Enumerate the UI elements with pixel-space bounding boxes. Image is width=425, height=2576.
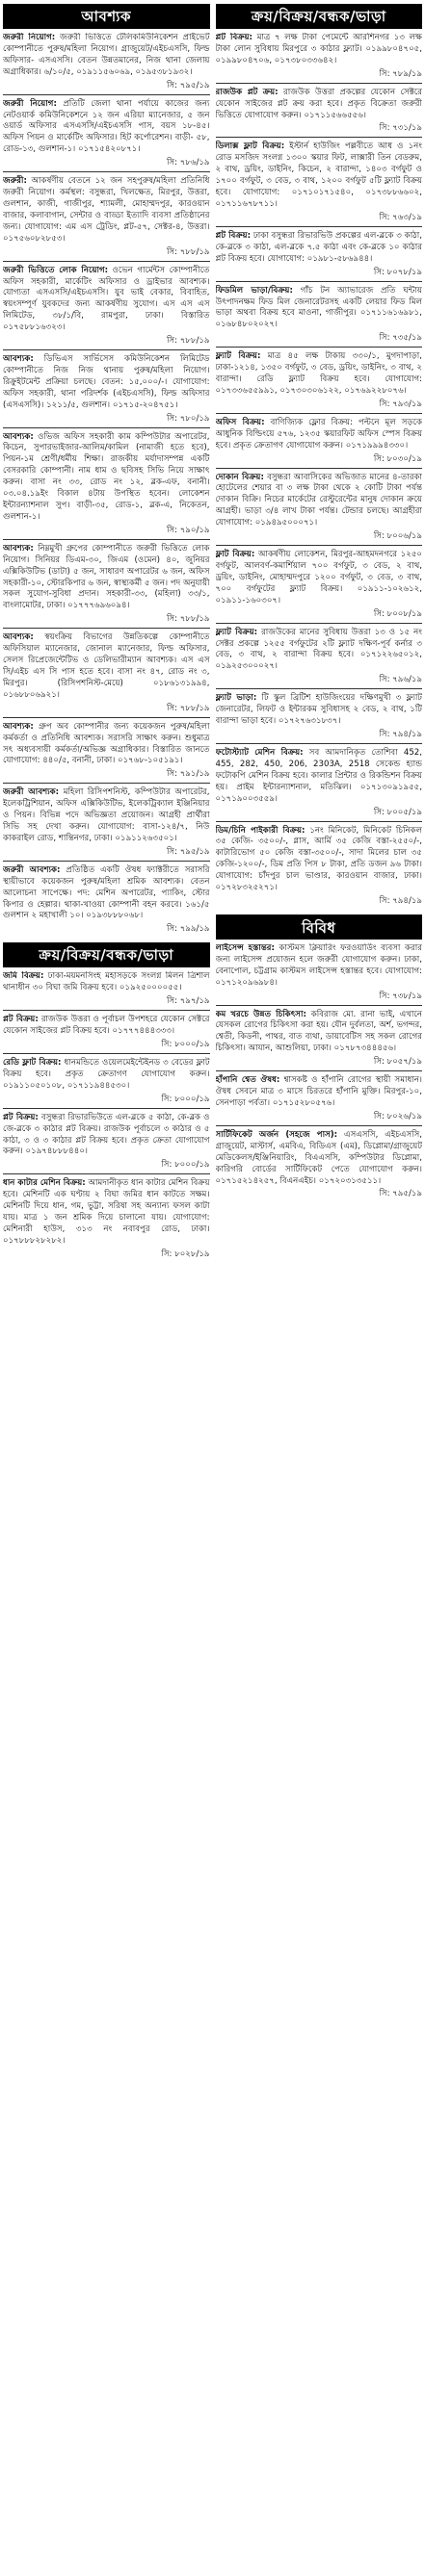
ads-list [3, 33, 210, 935]
ad-code: সি: ৮০৩০/১৯ [373, 453, 422, 464]
ad-body: এসএসসি, এইচএসসি, গ্রাজুয়েট, মাস্টার্স, এমবিএ, বিডিএস (এম), ডিপ্লোমা/গ্রাজুয়েট মেডিকেলস/ইঞ্জিনিয়ারিং, বিএএসসি, কম্পিউটার ডিপ্লোমা, কারিগরি বোর্ডের সার্টিফিকেট পেতে যোগাযোগ করুন। ০১৭১৫২১৪২৫৭, বিএনএইচ। ০১৭২০৩১৩৫১১। [215, 1129, 422, 1186]
classified-ad [3, 354, 210, 432]
classified-ad [216, 1010, 423, 1076]
ad-body: প্রতিটি জেলা থানা পর্যায়ে কাজের জন্য নেটওয়ার্ক কমিউনিকেশনে ১২ জন এরিয়া ম্যানেজার, ৫ জন ওয়ার্ড অফিসার এসএসসি/এইচএসসি পাস, বয়স ১৮-৪৫। অফিস পিয়ন ও মার্কেটিং অফিসার। হিট কর্পোরেশন। বাড়ী- ৫৮, রোড-১৩, গুলশান-১। ০১৭১৫৪২০৮৭১। [3, 98, 210, 155]
ad-code: সি: ৭৮৮/১৯ [166, 336, 210, 347]
classified-ad [3, 865, 210, 936]
ad-title: আবশ্যক: [3, 354, 34, 365]
ad-divider [216, 1070, 423, 1071]
ad-code: সি: ৭৯৩/১৯ [379, 399, 422, 409]
ad-body: বসুন্ধরা আবাসিকের অভিজাত মানের ৪-তারকা হোটেলের শেয়ার বা ৩ লক্ষ টাকা থেকে ২ কোটি টাকা পর্যন্ত দোকান বিক্রি। নিচের মার্কেটের রেস্টুরেন্টের মানুষ দোকান ক্রয়ে আগ্রহী। ভাড়া ৩/৪ লাখ টাকা পর্যন্ত। টেন্ডার চলছে। আগ্রহীরা যোগাযোগ: ০১৯৪৯৫০০০৭১। [215, 472, 422, 528]
classified-ad [216, 1130, 423, 1200]
ad-body: ধানমন্ডিতে ওয়েলমেইন্টেইনড ৩ বেডের ফ্লাট বিক্রয় হবে। প্রকৃত ক্রেতাগণ যোগাযোগ করুন। ০১৯১১০৫০১০৮, ০১৭১১৯৪৪৫৩০। [3, 1058, 210, 1091]
ad-title: জরুরী ভিত্তিতে লোক নিয়োগ: [3, 265, 109, 275]
classified-ad [3, 544, 210, 632]
ad-code: সি: ৭৯০/১৯ [166, 525, 210, 535]
ad-code: সি: ৮০৫৭/১৯ [373, 1057, 422, 1068]
ad-title: জমি বিক্রয়: [3, 971, 44, 982]
classified-ad [3, 1015, 210, 1058]
ad-title: অফিস বিক্রয়: [215, 417, 265, 427]
ad-body: কাস্টমস ক্লিয়ারিং ফরওয়ার্ডিং ব্যবসা করার জন্য লাইসেন্স প্রয়োজন হলে জরুরী যোগাযোগ করুন। ঢাকা, বেনাপোল, চট্টগ্রাম কাস্টমস লাইসেন্স হস্তান্তর হবে। যোগাযোগ: ০১৭১২০৯৬৯৮৪। [215, 942, 422, 988]
ad-divider [216, 281, 423, 282]
classified-ad [216, 231, 423, 286]
ad-divider [3, 1010, 210, 1011]
ad-code: সি: ৮০২৬/১৯ [373, 1111, 422, 1121]
ad-divider [3, 1053, 210, 1054]
ad-title: ফটোস্ট্যাট মেশিন বিক্রয়: [215, 747, 304, 758]
ad-divider [216, 468, 423, 469]
ad-body: প্রতিষ্ঠিত একটি ঔষধ ফ্যাক্টরীতে সরাসরি স্থায়ীভাবে কয়েকজন পুরুষ/মহিলা শ্রমিক আবশ্যক। বেতন আলোচনা সাপেক্ষে। পদ: মেশিন অপারেটর, প্যাকিং, স্টোর কিপার ও হেল্পার। থাকা-খাওয়া কোম্পানী বহন করবে। ১৬১/৫ গুলশান ২ মহাখালী ১০। ০১৯৩৮৮৮০৬৮। [3, 864, 210, 921]
ad-divider [216, 743, 423, 744]
ad-body: আমদানীকৃত ধান কাটার মেশিন বিক্রয় হবে। মেশিনটি এক ঘণ্টায় ২ বিঘা জমির ধান কাটতে সক্ষম। মেশিনটি দিয়ে ধান, গম, ভুট্টা, সরিষা সহ অন্যান্য ফসল কাটা যায়। মাত্র ১ জন শ্রমিক দিয়ে চালানো যায়। যোগাযোগ: মেশিনারী হাউস, ৩১৩ নং নবাবপুর রোড, ঢাকা। ০১৭৮৮৮২৮২৮২। [3, 1178, 210, 1246]
ad-code: সি: ৭৩১/১৯ [379, 123, 422, 134]
ad-code: সি: ৮০০৫/১৯ [373, 807, 422, 817]
ad-title: জরুরী নিয়োগ: [3, 33, 56, 42]
classified-ad [216, 142, 423, 230]
section-header-kroy-bikroy: ক্রয়/বিক্রয়/বন্ধক/ভাড়া [3, 942, 210, 967]
ad-title: ফিডমিল ভাড়া/বিক্রয়: [215, 285, 293, 296]
ad-title: দোকান বিক্রয়: [215, 472, 264, 482]
ad-title: ফ্লাট বিক্রয়: [215, 550, 255, 560]
ad-body: সব আমদানিকৃত তোশিবা 452, 455, 282, 450, 206, 2303A, 2518 সেকেন্ড হ্যান্ড ফটোকপি মেশিন বিক্রয় হবে। কালার প্রিন্টার ও রিকন্ডিশন বিক্রয় হয়। প্রাইম ইন্টারন্যাশনাল, মতিঝিল। ০১৭১৩০৯১৯৫৫, ০১৭১৯০০৩৫৫৯। [215, 747, 422, 804]
ad-title: ফ্ল্যাট বিক্রয়: [215, 627, 258, 637]
ad-divider [3, 94, 210, 95]
ad-code: সি: ৭৮০/১৯ [166, 413, 210, 424]
ad-code: সি: ৭৯৫/১৯ [166, 846, 210, 857]
ad-code: সি: ৮০০৬/১৯ [373, 531, 422, 542]
ad-divider [216, 623, 423, 624]
classified-ad [216, 286, 423, 352]
ad-body: আকর্ষণীয় বেতনে ১২ জন সহপুরুষ/মহিলা প্রতিনিধি জরুরী নিয়োগ। কর্মস্থল: বসুন্ধরা, খিলক্ষেত, মিরপুর, উত্তরা, গুলশান, কাজী, গাজীপুর, শ্যামলী, মোহাম্মদপুর, কারওয়ান বাজার, কলাবাগান, সেন্টার ও বাড্ডা ইত্যাদি ব্যবসা প্রতিষ্ঠানের জন্য। যোগাযোগ: এম এস ট্রেডিং, প্লট-৫৭, সেক্টর-৪, উত্তরা। ০১৭৫৬০৮২৮৫৩। [3, 176, 210, 244]
ad-divider [3, 783, 210, 784]
ad-title: প্লট বিক্রয়: [215, 33, 252, 42]
ad-divider [3, 539, 210, 540]
ad-code: সি: ৭৮৯/১৯ [379, 68, 422, 79]
section-header-kroy-bikroy: ক্রয়/বিক্রয়/বন্ধক/ভাড়া [216, 4, 423, 29]
ad-title: আবশ্যক: [3, 721, 34, 732]
right-column [216, 4, 423, 2572]
ad-body: স্বয়ংক্রিয় বিভাগের উন্নতিকল্পে কোম্পানীতে অফিসিয়াল ম্যানেজার, জোনাল ম্যানেজার, ফিল্ড অফিসার, সেলস রিপ্রেজেন্টেটিভ ও ডেলিভারীম্যান আবশ্যক। এস এস সি/এইচ এস সি পাস হতে হবে। বাসা নং ৪৭, রোড নং ৩, মিরপুর। (রিসিপশনিস্ট-মেয়ে) ০১৮৬১৩১৯৯৪, ০১৬৮৮০৬৯২১। [3, 632, 210, 700]
ad-title: আবশ্যক: [3, 632, 34, 643]
ad-code: সি: ৭৯৯/১৯ [166, 924, 210, 935]
ad-title: আবশ্যক: [3, 431, 34, 442]
ad-title: কম খরচে উন্নত চিকিৎসা: [215, 1009, 306, 1019]
ad-divider [216, 545, 423, 546]
ad-title: জরুরী আবশ্যক: [3, 864, 61, 875]
ad-body: গ্রুপ অব কোম্পানীর জন্য কয়েকজন পুরুষ/মহিলা কর্মকর্তা ও প্রতিনিধি আবশ্যক। সরাসরি সাক্ষাৎ করুন। শুধুমাত্র সৎ অধ্যবসায়ী কর্মকর্তা/অভিজ্ঞ অগ্রাধিকার। বিস্তারিত জানতে যোগাযোগ: ৪৪০/৫, বনানী, ঢাকা। ০১৭৬৮-১০৫১৯১। [3, 721, 210, 766]
classified-ad [216, 748, 423, 826]
ad-divider [216, 1125, 423, 1126]
ad-title: ডিম/চিনি পাইকারী বিক্রয়: [215, 825, 305, 836]
ad-body: বসুন্ধরা রিভারভিউতে এল-ব্লকে ৫ কাঠা, কে-ব্লক ও জে-ব্লকে ৩ কাঠার প্লট বিক্রয়। রাজউক পূর্বাচলে ৩ কাঠার ও ৫ কাঠা, ৩ ও ৩ কাঠার প্লট বিক্রয় হবে। প্রকৃত ক্রেতা যোগাযোগ করুন। ০১৯৭৪৮৮৮৪৪০। [3, 1112, 210, 1157]
ad-code: সি: ৭৮৮/১৯ [166, 703, 210, 713]
ad-body: ঢাকা-ময়মনসিংহ মহাসড়কে সংলগ্ন মিলন ত্রিশাল থানাধীন ৩০ বিঘা জমি বিক্রয় হবে। ০১৯২৫০০০০৫৫। [3, 971, 210, 993]
ad-divider [3, 349, 210, 350]
classified-ad [3, 632, 210, 721]
ad-code: সি: ৭৮৮/১৯ [166, 246, 210, 257]
section-header-abashyak: আবশ্যক [3, 4, 210, 29]
ad-body: ডিভিএস সার্ভিসেস কমিউনিকেশন লিমিটেড কোম্পানীতে নিজ নিজ থানায় পুরুষ/মহিলা নিয়োগ। রিক্রুইটমেন্ট প্রক্রিয়া চলছে। বেতন: ১৫,০০০/-। যোগাযোগ: অফিস সহকারী, থানা পরিদর্শক (এইচএসসি), ফিল্ড অফিসার (এসএসসি)। ১২১১/৫, গুলশান। ০১৭১৫-২০৪৭৫১। [3, 354, 210, 410]
classified-ad [216, 1075, 423, 1130]
ad-body: গাঁচ টন অ্যাভারেজ প্রতি ঘন্টায় উৎপাদনক্ষম ফিড মিল জেনারেটরসহ একটি লেয়ার ফিড মিল ভাড়া অথবা বিক্রয় হবে মাওনা, গাজীপুর। ০১৭১১৬১৬৯৮১, ০১৬৮৪৮০২০২৭। [215, 285, 422, 330]
ad-code: সি: ৮০০৮/১৯ [373, 608, 422, 619]
ads-list [216, 33, 423, 907]
classified-ad [3, 176, 210, 265]
ad-body: ওভেন গার্মেন্টস কোম্পানীতে অফিস সহকারী, মার্কেটিং অফিসার ও ড্রাইভার আবশ্যক। যোগ্যতা এসএসসি/এইচএসসি। যুব ভাই বেকার, বিবাহিত, স্বয়ংসম্পূর্ণ যুবকদের জন্য আকর্ষণীয় সুযোগ। এস এস এস লিমিটেড, ৩৮/১/বি, রামপুরা, ঢাকা। বিস্তারিত ০১৭৫৮৮১৬৩২৩। [3, 265, 210, 333]
ad-divider [3, 1173, 210, 1174]
ad-divider [3, 717, 210, 718]
ad-divider [216, 83, 423, 84]
classified-ad [216, 418, 423, 473]
ad-body: রাজউক উত্তরা ও পূর্বাচল উপশহরে যেকোন সেক্টরে যেকোন সাইজের প্লট বিক্রয় হবে। ০১৭৭৭৪৪৪৩৩৩। [3, 1015, 210, 1037]
ad-body: ইস্টার্ন হাউজিং পল্লবীতে আধ ও ১নং রোড মসজিদ সংলগ্ন ১৩০০ স্কয়ার ফিট, লাক্সারী তিন বেডরুম, ২ বাথ, ড্রয়িং, ডাইনিং, কিচেন, ২ বারান্দা, ১৪০৩ বর্গফুট ও ১৭০০ বর্গফুট, ৩ বেড, ৩ বাথ, ১২০০ বর্গফুট ৫টি ফ্ল্যাট বিক্রয় হবে। যোগাযোগ: ০১৭১০১৭১৫৪০, ০১৭৩৮৮৬৬০২, ০১৭১১৬৭৮৭১১। [215, 142, 422, 209]
classified-ad [3, 1058, 210, 1113]
ad-code: সি: ৮০০০/১৯ [161, 1160, 210, 1171]
classified-ad [216, 473, 423, 551]
section-gap [216, 907, 423, 914]
ad-divider [216, 226, 423, 227]
ad-body: রাজউক উত্তরা প্রকল্পের যেকোন সেক্টরে যেকোন সাইজের প্লট ক্রয় করা হবে। প্রকৃত বিক্রেতা জরুরী ভিত্তিতে যোগাযোগ করুন। ০১৭১১৫৬৬৫৫৬। [215, 87, 422, 120]
ad-body: ওভিজ অফিস সহকারী কাম কম্পিউটার অপারেটর, কিচেন, সুপারভাইজার-আলিম/কামিল (নামাজী হতে হবে), পিয়ন-১ম শ্রেণী/ধর্মীয় শিক্ষা। রাজকীয় মর্যাদাসম্পন্ন একটি বেসরকারি কোম্পানী। নাম ধাম ও ছবিসহ সিভি নিয়ে সাক্ষাৎ করুন। বাসা নং ৩৩, রোড নং ১২, ব্লক-এফ, বনানী। ০৩.০৪.১৯ইং বিকাল ৪টায় উপস্থিত হবেন। লোকেশন ইন্টারন্যাশনাল সুপ। বাড়ী-৩৫, রোড-১, ব্লক-এ, নিকেতন, গুলশান-১। [3, 431, 210, 522]
ad-title: ফ্ল্যাট বিক্রয়: [215, 351, 261, 362]
classified-ad [216, 826, 423, 907]
ad-code: সি: ৭৩৮/১৯ [379, 991, 422, 1001]
ad-title: প্লট বিক্রয়: [215, 230, 252, 241]
ad-divider [3, 261, 210, 262]
classified-ad [216, 943, 423, 1010]
ad-title: রেডি ফ্লাট বিক্রয়: [3, 1058, 62, 1068]
ad-body: নিম্নমুখী গ্রুপের কোম্পানীতে জরুরী ভিত্তিতে লোক নিয়োগ। সিনিয়র ডিএম-৩০, জিএম (ওমেন) ৪০, জুনিয়র এক্সিকিউটিভ (ডাটা) ৫ জন, সাধারণ অপারেটর ৬ জন, অফিস সহকারী-১০, স্টোরকিপার ৬ জন, স্বাস্থ্যকর্মী ৫ জন। পদ অনুযায়ী সকল সুযোগ-সুবিধা প্রদান। সহকারী-৩৩, (মহিলা) ৩৩/১, বাংলামোটর, ঢাকা। ০১৭৭৭৬৯৬০৯৪। [3, 543, 210, 611]
ad-body: রাজউকের মানের সুবিধায় উত্তরা ১৩ ও ১৫ নং সেক্টর প্রকল্পে ১২৫৫ বর্গফুটের ২টি ফ্ল্যাট দক্ষিণ-পূর্ব কর্নার ৩ বেড, ৩ বাথ, ২ বারান্দা বিক্রয় হবে। ০১৭১২২৬৫০১২, ০১৯২৫৩০০০২৭। [215, 627, 422, 672]
ad-body: ঢাকা বসুন্ধরা রিভারভিউ প্রকল্পের এল-ব্লকে ৩ কাঠা, কে-ব্লকে ৩ কাঠা, এল-ব্লকে ৭.৫ কাঠা এবং কে-ব্লকে ১০ কাঠার প্লট বিক্রয় হবে। যোগাযোগ: ০১৯৮১-৫৮৬৯৪৪। [215, 230, 422, 264]
ad-code: সি: ৭৯৫/১৯ [166, 80, 210, 90]
classified-ad [216, 88, 423, 142]
ad-code: সি: ৭৬৩/১৯ [379, 212, 422, 222]
ad-code: সি: ৭৯৪/১৯ [379, 729, 422, 739]
classified-ad [3, 99, 210, 177]
ad-code: সি: ৭৯৪/১৯ [379, 895, 422, 906]
ad-divider [216, 413, 423, 414]
ad-divider [3, 861, 210, 862]
classified-ad [3, 787, 210, 865]
section-gap [3, 935, 210, 942]
ad-body: টি স্কুল ব্রিটিশ হাউজিংয়ের দক্ষিণমুখী ৩ ফ্ল্যাট জেনারেটর, লিফট ও ইন্টারকম সুবিধাসহ ২ বেড, ২ বাথ, ১টি বারান্দা ভাড়া হবে। ০১৭২৭৬৩১৮৩৭। [215, 693, 422, 727]
ad-body: মহিলা রিসিপশনিস্ট, কম্পিউটার অপারেটর, ইলেকট্রিশিয়ান, অফিস এক্সিকিউটিভ, ইলেকট্রিক্যাল ইঞ্জিনিয়ার ও পিয়ন। বিভিন্ন পদে অভিজ্ঞতা প্রয়োজন। আগ্রহী প্রার্থীরা সিভি সহ দেখা করুন। যোগাযোগ: বাসা-১২৪/৭, নিউ কাকরাইল রোড, শান্তিনগর, ঢাকা। ০১৯১১২৬৩৫০১। [3, 787, 210, 843]
classified-ad [216, 33, 423, 88]
classified-ad [3, 1178, 210, 1259]
classified-ad [216, 351, 423, 418]
ad-title: জরুরী নিয়োগ: [3, 98, 57, 109]
classified-ad [3, 722, 210, 788]
ad-code: সি: ৭৯১/১৯ [166, 769, 210, 780]
ad-code: সি: ৭৯৫/১৯ [379, 1189, 422, 1199]
classified-ad [3, 971, 210, 1015]
ad-code: সি: ৮০২৮/১৯ [161, 1249, 210, 1259]
ad-body: শ্বাসকষ্ট ও হাঁপানি রোগের স্থায়ী সমাধান। ঔষধ সেবনে মাত্র ৩ মাসে চিরতরে হাঁপানি মুক্তি। মিরপুর-১০, সেনপাড়া পর্বতা। ০১৭১৫২৮০৫৭৬। [215, 1075, 422, 1108]
classified-ad [216, 693, 423, 748]
ad-title: আবশ্যক: [3, 543, 34, 554]
classified-ad [216, 628, 423, 694]
ad-title: ধান কাটার মেশিন বিক্রয়: [3, 1178, 86, 1189]
ad-title: সার্টিফিকেট অর্জন (সহজে পাস): [215, 1129, 338, 1140]
ads-list [216, 943, 423, 1200]
ad-title: হাঁপানি শ্বেত ঔষধ: [215, 1075, 280, 1086]
ad-divider [216, 821, 423, 822]
classified-ad [3, 432, 210, 544]
ad-code: সি: ৭৯৬/১৯ [379, 675, 422, 685]
classified-ad [3, 1113, 210, 1179]
classified-ad [216, 550, 423, 628]
ad-code: সি: ৭৮৮/১৯ [166, 614, 210, 625]
ad-divider [3, 1108, 210, 1109]
ad-divider [3, 171, 210, 172]
ad-title: ফ্ল্যাট ভাড়া: [215, 693, 257, 704]
ad-body: মাত্র ৪৫ লক্ষ টাকায় ৩৩০/১, মুগদাপাড়া, ঢাকা-১২১৪, ১৩৫০ বর্গফুট, ৩ বেড, ড্রয়িং, ডাইনিং, ৩ বাথ, ২ বারান্দা। রেডি ফ্ল্যাট বিক্রয় হবে। যোগাযোগ: ০১৭৩৩৬৫৫৯৯১, ০১৭৩০৩০৬১২২, ০১৭৬৯২২৮০৭৬। [215, 351, 422, 396]
ad-divider [216, 688, 423, 689]
ad-code: সি: ৮০০০/১৯ [161, 1094, 210, 1104]
ad-body: বাণিজ্যিক ফ্লোর বিক্রয়: পল্টনে মূল সড়কে আধুনিক বিল্ডিংয়ে ৫৭৬, ১২৩৫ স্কয়ারফিট অফিস স্পেস বিক্রয় হবে। প্রকৃত ক্রেতাগণ যোগাযোগ করুন। ০১৭১৯৯৯৪৩৩০। [215, 417, 422, 451]
ad-body: মাত্র ৭ লক্ষ টাকা পেমেন্টে আরশিনগর ১৩ লক্ষ টাকা লোন সুবিধায় মিরপুরে ৩ কাঠার ফ্ল্যাট। ০১৯৯৮০৪৭০৫, ০১৯৯৮০৪৭০৬, ০১৭৩৮০৩৩৬৪২। [215, 33, 422, 65]
ad-title: প্লট বিক্রয়: [3, 1015, 39, 1025]
ad-title: জরুরী: [3, 176, 27, 187]
ad-body: জরুরী ভিত্তিতে টেলিকমিউনিকেশন প্রাইভেট কোম্পানীতে পুরুষ/মহিলা নিয়োগ। গ্রাজুয়েট/এইচএসসি, ফিল্ড অফিসার- এসএসসি। বেতন উন্নতমানের, নিজ থানা জেলায় অগ্রাধিকার। ৬/১০/৫, ০১৯১১৫৬০৬৯, ০১৯৫৩৮১৯৩২। [3, 33, 210, 77]
ad-divider [216, 1005, 423, 1006]
ad-body: আকর্ষণীয় লোকেশন, মিরপুর-আহমদনগরে ১২৫০ বর্গফুট, আলবর্ণ-কমার্শিয়াল ৭০০ বর্গফুট, ৩ বেড, ২ বাথ, ড্রয়িং, ডাইনিং, মোহাম্মদপুরে ১২০০ বর্গফুট, ৩ বেড, ৩ বাথ, ৭০০ বর্গফুটের ফ্ল্যাট বিক্রয়। ০১৯১১-১০২৬১২, ০১৯১১-১৬০৩০৭। [215, 550, 422, 605]
ad-divider [216, 347, 423, 348]
ad-code: সি: ৮০০০/১৯ [161, 1040, 210, 1049]
ad-divider [3, 427, 210, 428]
ad-title: লাইসেন্স হস্তান্তর: [215, 942, 275, 953]
ad-title: রাজউক প্লট ক্রয়: [215, 87, 279, 97]
ad-title: ডিলাক্স ফ্লাট বিক্রয়: [215, 142, 285, 152]
ad-code: সি: ৮০৭৮/১৯ [373, 267, 422, 277]
ad-title: জরুরী আবশ্যক: [3, 787, 60, 798]
ad-divider [3, 628, 210, 629]
left-column [3, 4, 210, 2572]
classified-ad [3, 266, 210, 354]
ad-body: কবিরাজ মো. রানা ভাই, এখানে যেসকল রোগের চিকিৎসা করা হয়। যৌন দুর্বলতা, অর্শ, ভগন্দর, শ্বেতী, কিডনী, পাথর, বাত ব্যথা, ডায়াবেটিস সহ সকল রোগের চিকিৎসা। আযান, আশুলিয়া, ঢাকা। ০১৭৮৭৩৪৪৪৫৬। [215, 1009, 422, 1054]
ad-body: ১নং মিনিকেট, মিনিকেট চিনিকল ৩৫ কেজি- ৩৫০০/-, গ্লাস, আর্মি ৩৫ কেজি বস্তা-২৫৫০/-, কাটারিভোগ ৫০ কেজি বস্তা-৩৫০০/-, সাদা মিলের চাল ৩৫ কেজি-১২০০/-, ডিম প্রতি পিস ৮ টাকা, প্রতি ডজন ৯৬ টাকা। যোগাযোগ: চাঁদপুর চাল ভাণ্ডার, কারওয়ান বাজার, ঢাকা। ০১৭২৮৩২৫২৭১। [215, 825, 422, 893]
ads-list [3, 971, 210, 1259]
ad-title: প্লট বিক্রয়: [3, 1112, 39, 1122]
classified-ad [3, 33, 210, 99]
ad-code: সি: ৭৩৫/১৯ [379, 333, 422, 344]
section-header-bibidh: বিবিধ [216, 914, 423, 940]
ad-code: সি: ৭৯৭/১৯ [166, 996, 210, 1007]
ad-divider [216, 137, 423, 138]
ad-code: সি: ৭৮৬/১৯ [166, 158, 210, 168]
